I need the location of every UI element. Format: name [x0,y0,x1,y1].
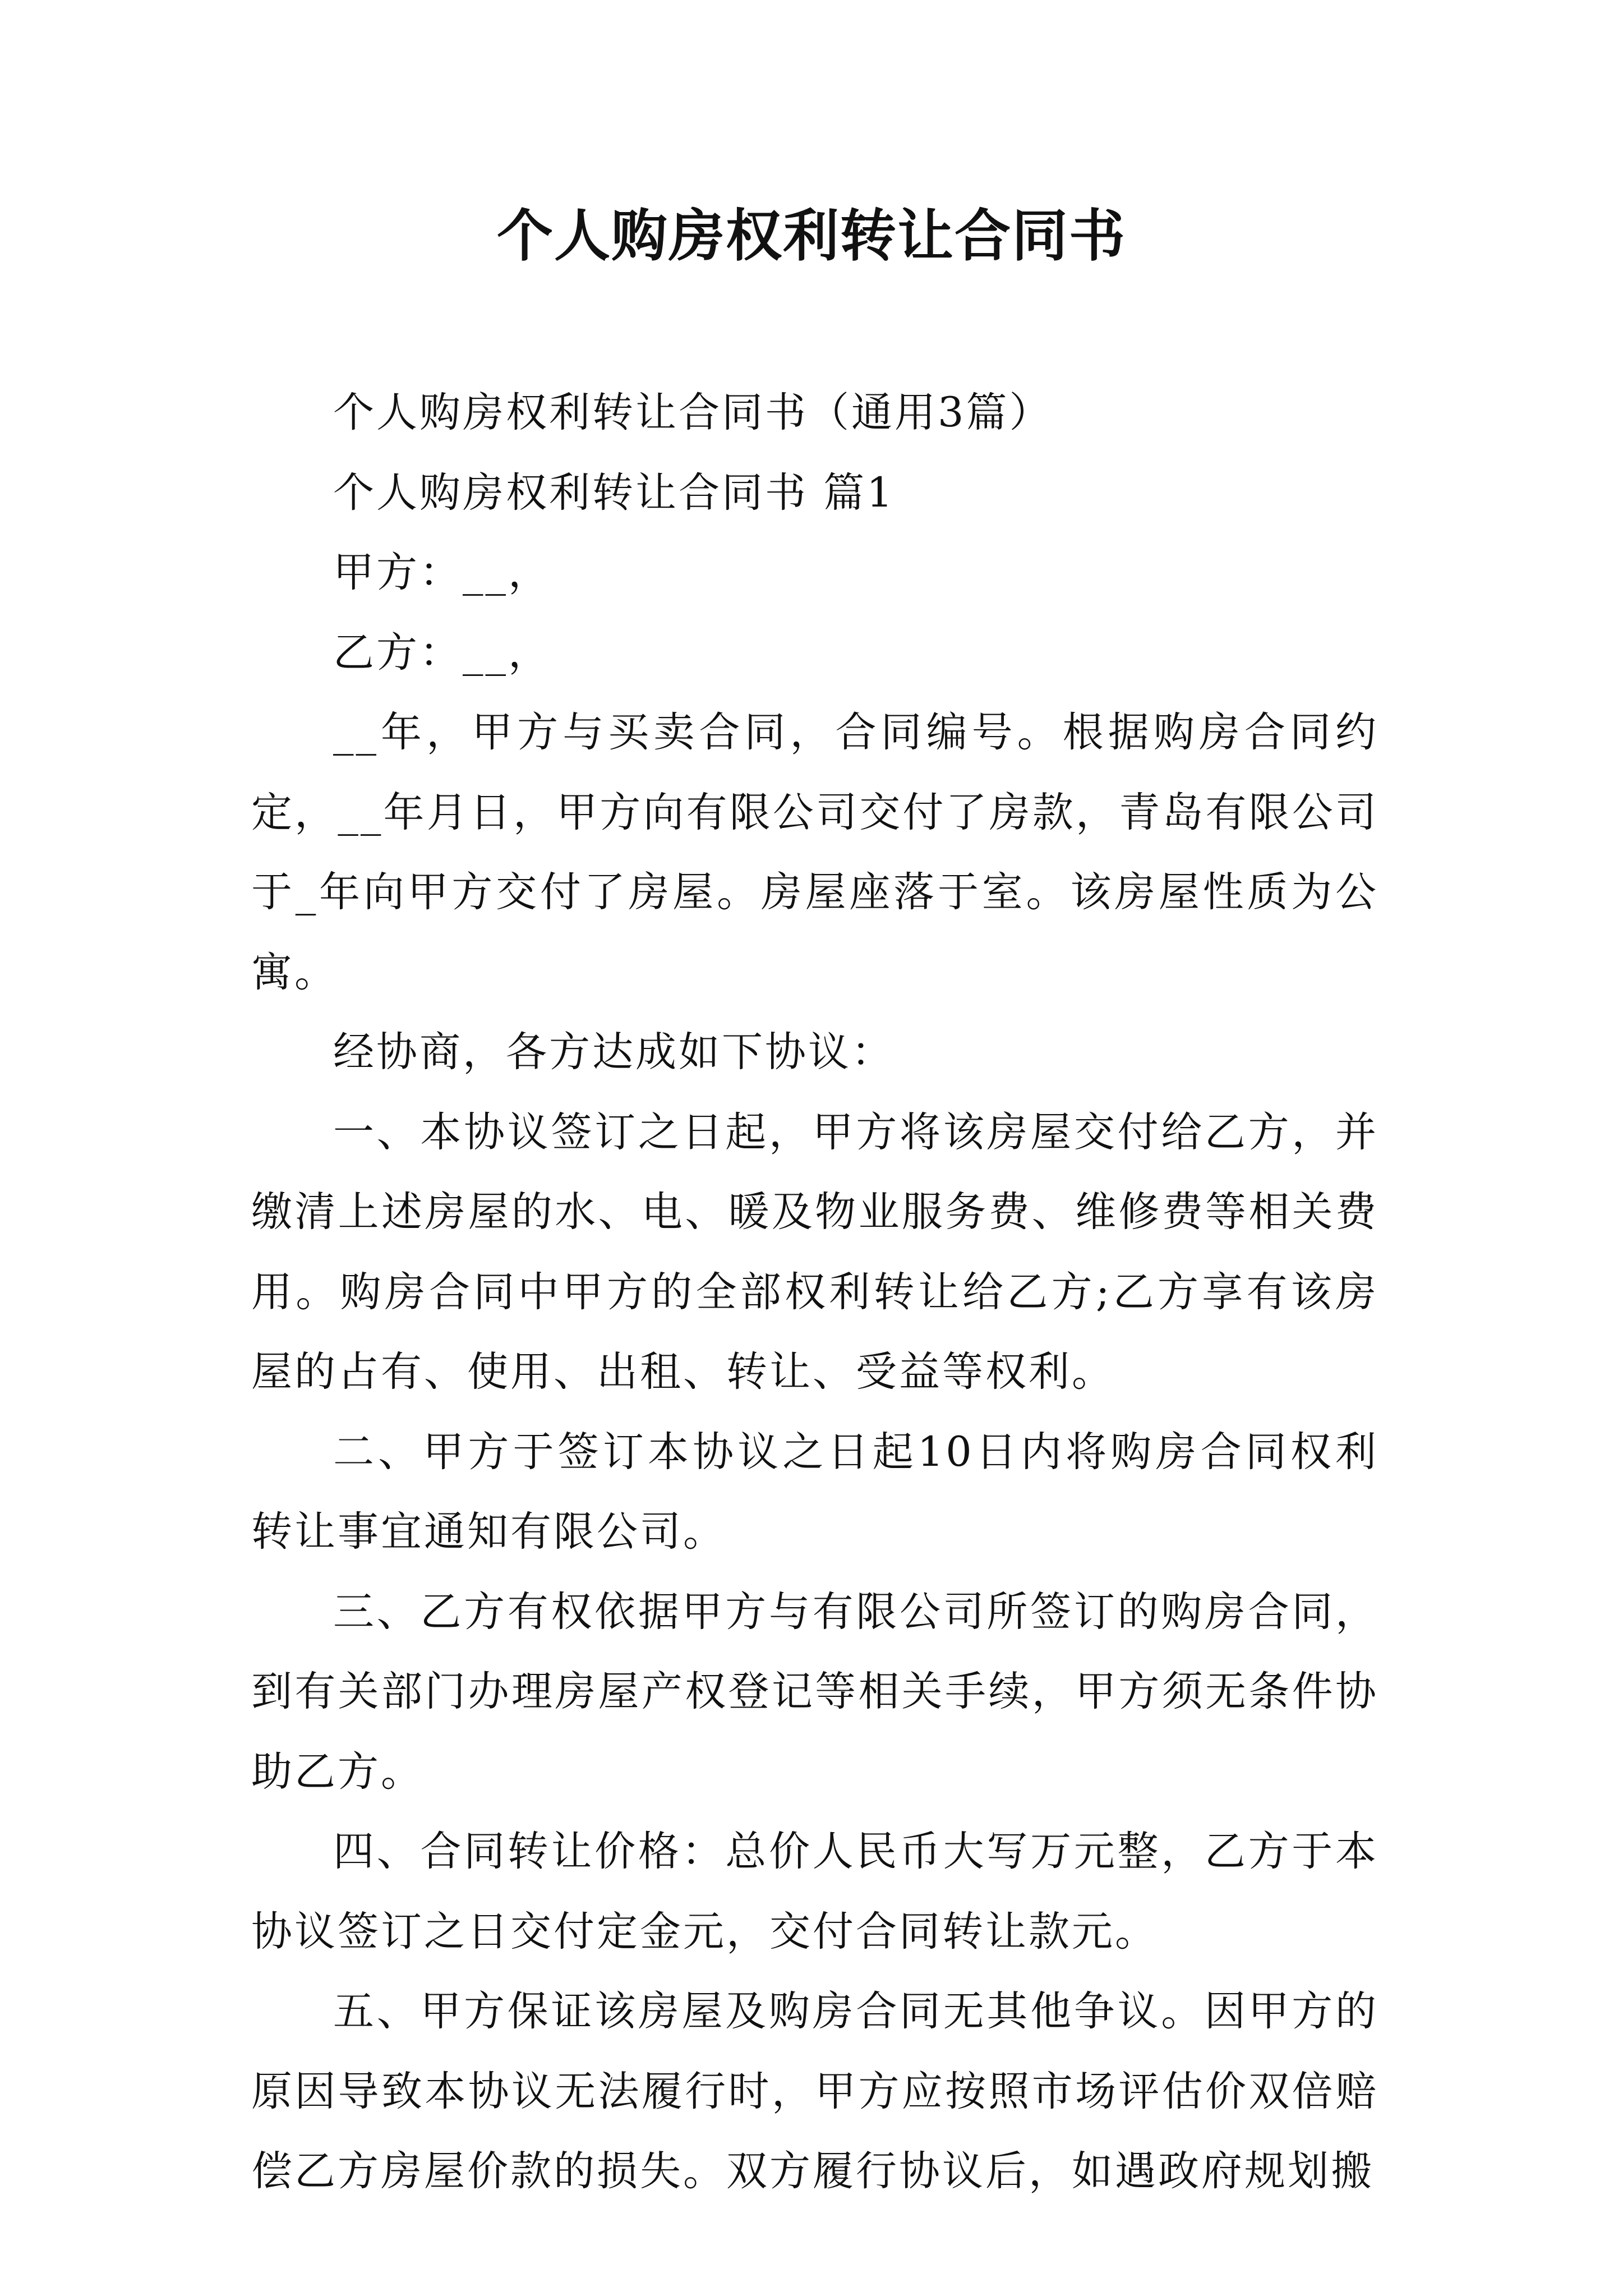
clause-5: 五、甲方保证该房屋及购房合同无其他争议。因甲方的原因导致本协议无法履行时，甲方应按照市场评估价双倍赔偿乙方房屋价款的损失。双方履行协议后，如遇政府规划搬 [251,1987,1378,2195]
clause-3: 三、乙方有权依据甲方与有限公司所签订的购房合同，到有关部门办理房屋产权登记等相关手续，甲方须无条件协助乙方。 [251,1588,1378,1796]
section-heading: 个人购房权利转让合同书 篇1 [333,468,895,517]
background-paragraph: __年，甲方与买卖合同，合同编号。根据购房合同约定，__年月日，甲方向有限公司交付了房款，青岛有限公司于_年向甲方交付了房屋。房屋座落于室。该房屋性质为公寓。 [251,708,1378,996]
clause-4: 四、合同转让价格：总价人民币大写万元整，乙方于本协议签订之日交付定金元，交付合同转让款元。 [251,1828,1378,1955]
subtitle-line: 个人购房权利转让合同书（通用3篇） [333,389,1053,436]
party-b-line: 乙方：__， [333,628,551,677]
agreement-intro: 经协商，各方达成如下协议： [333,1028,895,1076]
clause-2: 二、甲方于签订本协议之日起10日内将购房合同权利转让事宜通知有限公司。 [251,1428,1378,1556]
party-a-line: 甲方：__， [333,549,551,596]
clause-1: 一、本协议签订之日起，甲方将该房屋交付给乙方，并缴清上述房屋的水、电、暖及物业服务费、维修费等相关费用。购房合同中甲方的全部权利转让给乙方;乙方享有该房屋的占有、使用、出租、转让、受益等权利。 [251,1108,1378,1396]
document-title: 个人购房权利转让合同书 [497,203,1126,269]
document-body [251,373,1378,2212]
